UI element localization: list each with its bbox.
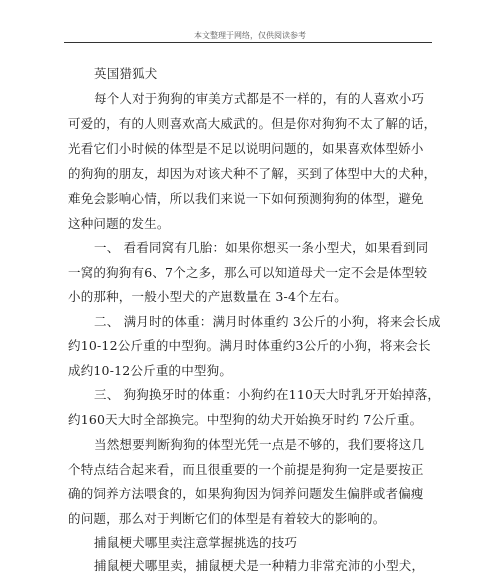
list-item-line: 一、 看看同窝有几胎：如果你想买一条小型犬，如果看到同 bbox=[94, 240, 429, 255]
list-item-line: 成约10-12公斤重的中型狗。 bbox=[68, 363, 233, 378]
paragraph-line: 难免会影响心情，所以我们来说一下如何预测狗狗的体型，避免 bbox=[68, 191, 424, 206]
list-item-line: 一窝的狗狗有6、7个之多，那么可以知道母犬一定不会是体型较 bbox=[68, 265, 428, 280]
paragraph-line: 的问题，那么对于判断它们的体型是有着较大的影响的。 bbox=[68, 511, 386, 526]
page-header: 本文整理于网络，仅供阅读参考 bbox=[194, 31, 306, 40]
section-heading: 捕鼠梗犬哪里卖注意掌握挑选的技巧 bbox=[94, 535, 298, 550]
list-item-line: 二、 满月时的体重：满月时体重约 3公斤的小狗，将来会长成 bbox=[94, 314, 441, 329]
paragraph-line: 这种问题的发生。 bbox=[68, 216, 170, 231]
document-title: 英国猎狐犬 bbox=[94, 66, 158, 81]
paragraph-line: 个特点结合起来看，而且很重要的一个前提是狗狗一定是要按正 bbox=[68, 462, 424, 477]
list-item-line: 约160天大时全部换完。中型狗的幼犬开始换牙时约 7公斤重。 bbox=[68, 412, 423, 427]
list-item-line: 三、 狗狗换牙时的体重：小狗约在110天大时乳牙开始掉落， bbox=[94, 387, 441, 402]
paragraph-line: 确的饲养方法喂食的，如果狗狗因为饲养问题发生偏胖或者偏瘦 bbox=[68, 486, 424, 501]
paragraph-line: 的狗狗的朋友，却因为对该犬种不了解，买到了体型中大的犬种， bbox=[68, 166, 437, 181]
list-item-line: 约10-12公斤重的中型狗。满月时体重约3公斤的小狗，将来会长 bbox=[68, 338, 431, 353]
paragraph-line: 光看它们小时候的体型是不足以说明问题的，如果喜欢体型娇小 bbox=[68, 141, 424, 156]
paragraph-line: 每个人对于狗狗的审美方式都是不一样的，有的人喜欢小巧 bbox=[94, 91, 425, 106]
header-rule bbox=[64, 42, 432, 43]
paragraph-line: 捕鼠梗犬哪里卖，捕鼠梗犬是一种精力非常充沛的小型犬， bbox=[94, 558, 425, 573]
list-item-line: 小的那种，一般小型犬的产崽数量在 3-4个左右。 bbox=[68, 289, 347, 304]
paragraph-line: 可爱的，有的人则喜欢高大威武的。但是你对狗狗不太了解的话， bbox=[68, 116, 437, 131]
paragraph-line: 当然想要判断狗狗的体型光凭一点是不够的，我们要将这几 bbox=[94, 437, 425, 452]
